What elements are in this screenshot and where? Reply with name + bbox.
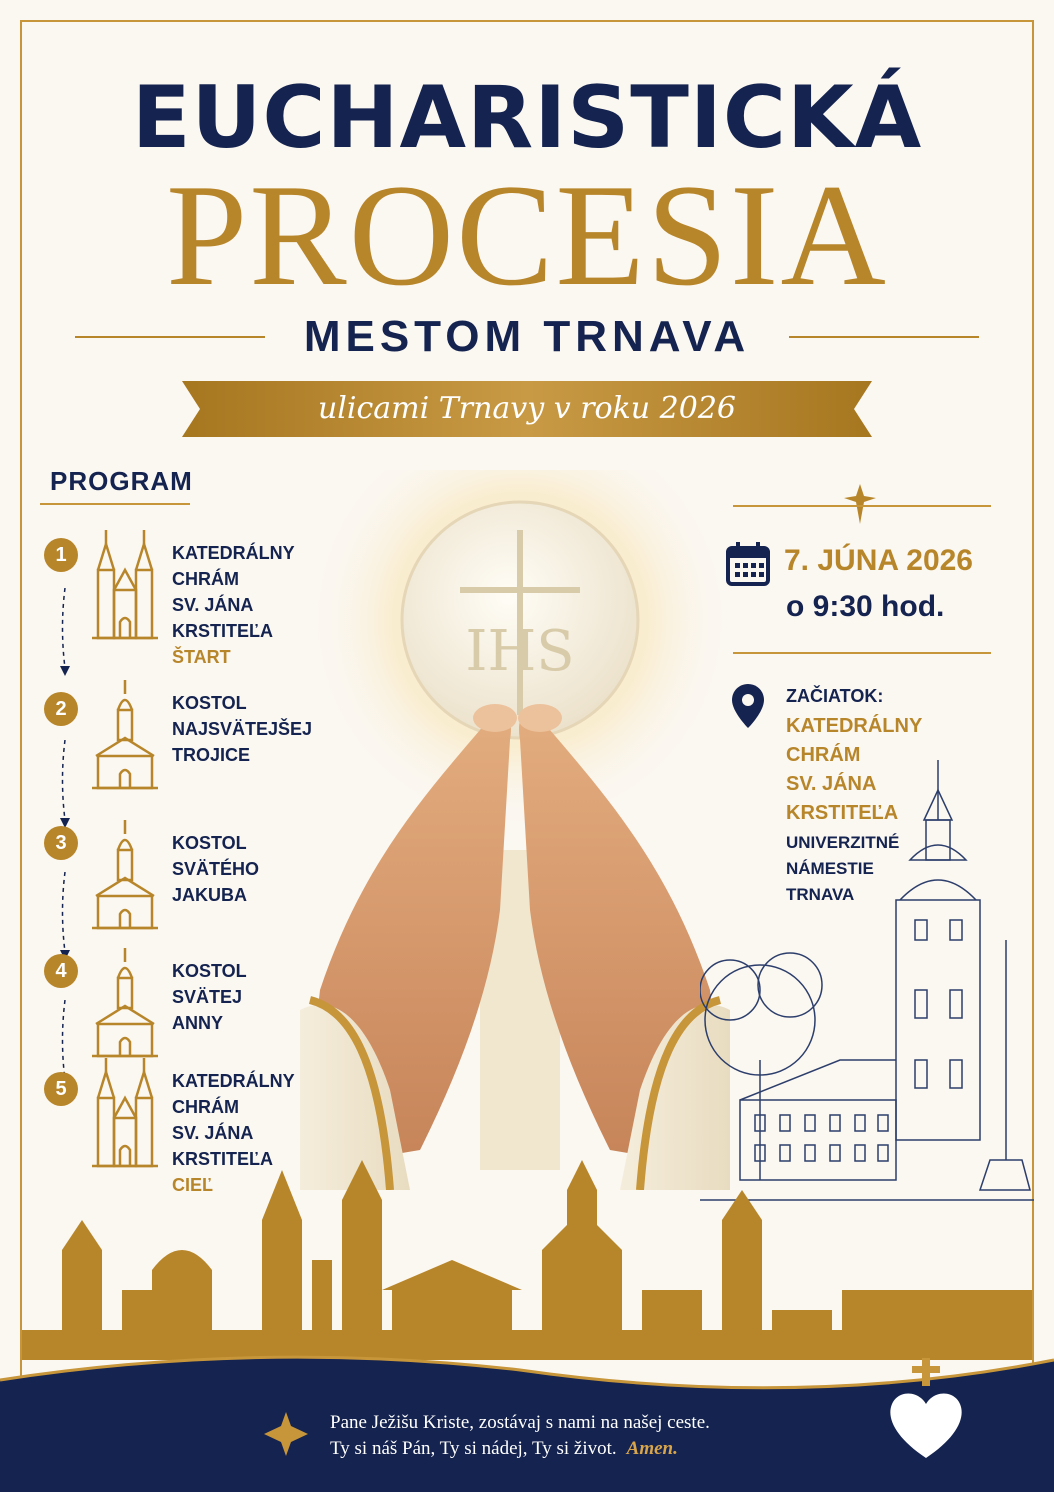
stop-number: 1 <box>44 538 78 572</box>
stop-label-line: SV. JÁNA <box>172 595 254 615</box>
prayer-line-2: Ty si náš Pán, Ty si nádej, Ty si život. <box>330 1438 617 1459</box>
stop-label-line: JAKUBA <box>172 885 248 905</box>
stop-label-line: KOSTOL <box>172 833 247 853</box>
stop-label-line: ANNY <box>172 1013 224 1033</box>
host-illustration <box>300 470 730 1190</box>
start-place-line: KRSTITEĽA <box>786 802 899 824</box>
stop-label-line: SV. JÁNA <box>172 1123 254 1143</box>
stop-label-line: CHRÁM <box>172 1097 239 1117</box>
stop-number: 5 <box>44 1072 78 1106</box>
start-label: ZAČIATOK: <box>786 686 884 706</box>
rule-top <box>733 505 991 507</box>
stop-label-line: KATEDRÁLNY <box>172 1071 295 1091</box>
subtitle: MESTOM TRNAVA <box>303 312 751 361</box>
stop-label-line: KOSTOL <box>172 693 247 713</box>
stop-number: 2 <box>44 692 78 726</box>
start-place-line: SV. JÁNA <box>786 773 877 795</box>
city-skyline <box>22 1160 1032 1360</box>
title-line-1: EUCHARISTICKÁ <box>131 68 923 168</box>
start-place-line: CHRÁM <box>786 744 861 766</box>
stop-note: ŠTART <box>172 647 231 667</box>
sacred-heart-logo <box>886 1358 966 1468</box>
gold-cross-icon <box>842 484 878 524</box>
prayer-line-1: Pane Ježišu Kriste, zostávaj s nami na našej ceste. <box>330 1412 710 1433</box>
stop-label-line: KATEDRÁLNY <box>172 543 295 563</box>
footer-prayer <box>330 1410 710 1462</box>
route-arrow <box>58 740 68 835</box>
rule-middle <box>733 652 991 654</box>
program-heading: PROGRAM <box>50 466 193 496</box>
stop-note: CIEĽ <box>172 1175 214 1195</box>
stop-number: 3 <box>44 826 78 860</box>
start-place-line: KATEDRÁLNY <box>786 715 923 737</box>
stop-number: 4 <box>44 954 78 988</box>
start-location-line: UNIVERZITNÉ <box>786 833 900 852</box>
stop-label-line: CHRÁM <box>172 569 239 589</box>
stop-label-line: KOSTOL <box>172 961 247 981</box>
start-location-line: TRNAVA <box>786 885 855 904</box>
event-time: o 9:30 hod. <box>786 590 945 623</box>
stop-label-line: KRSTITEĽA <box>172 621 273 641</box>
route-arrow <box>58 872 68 967</box>
amen-text: Amen. <box>626 1438 678 1459</box>
church-icon <box>92 680 158 790</box>
cathedral-icon <box>92 1058 158 1168</box>
event-date: 7. JÚNA 2026 <box>784 544 973 577</box>
church-icon <box>92 948 158 1058</box>
subtitle-row <box>75 312 979 362</box>
stop-label-line: SVÄTÉHO <box>172 859 260 879</box>
stop-label-line: TROJICE <box>172 745 251 765</box>
footer-cross-icon <box>264 1412 308 1456</box>
title-line-2: PROCESIA <box>166 154 888 316</box>
svg-text:IHS: IHS <box>465 619 575 684</box>
church-icon <box>92 820 158 930</box>
map-pin-icon <box>732 684 764 728</box>
stop-label-line: KRSTITEĽA <box>172 1149 273 1169</box>
stop-label-line: NAJSVÄTEJŠEJ <box>172 719 313 739</box>
banner-ribbon <box>182 381 872 437</box>
banner-text: ulicami Trnavy v roku 2026 <box>317 391 737 426</box>
calendar-icon <box>726 542 770 586</box>
subtitle-rule-right <box>789 336 979 338</box>
cathedral-icon <box>92 530 158 640</box>
stop-label-line: SVÄTEJ <box>172 987 243 1007</box>
program-underline <box>40 503 190 505</box>
start-location-line: NÁMESTIE <box>786 859 874 878</box>
route-arrow <box>58 588 68 683</box>
